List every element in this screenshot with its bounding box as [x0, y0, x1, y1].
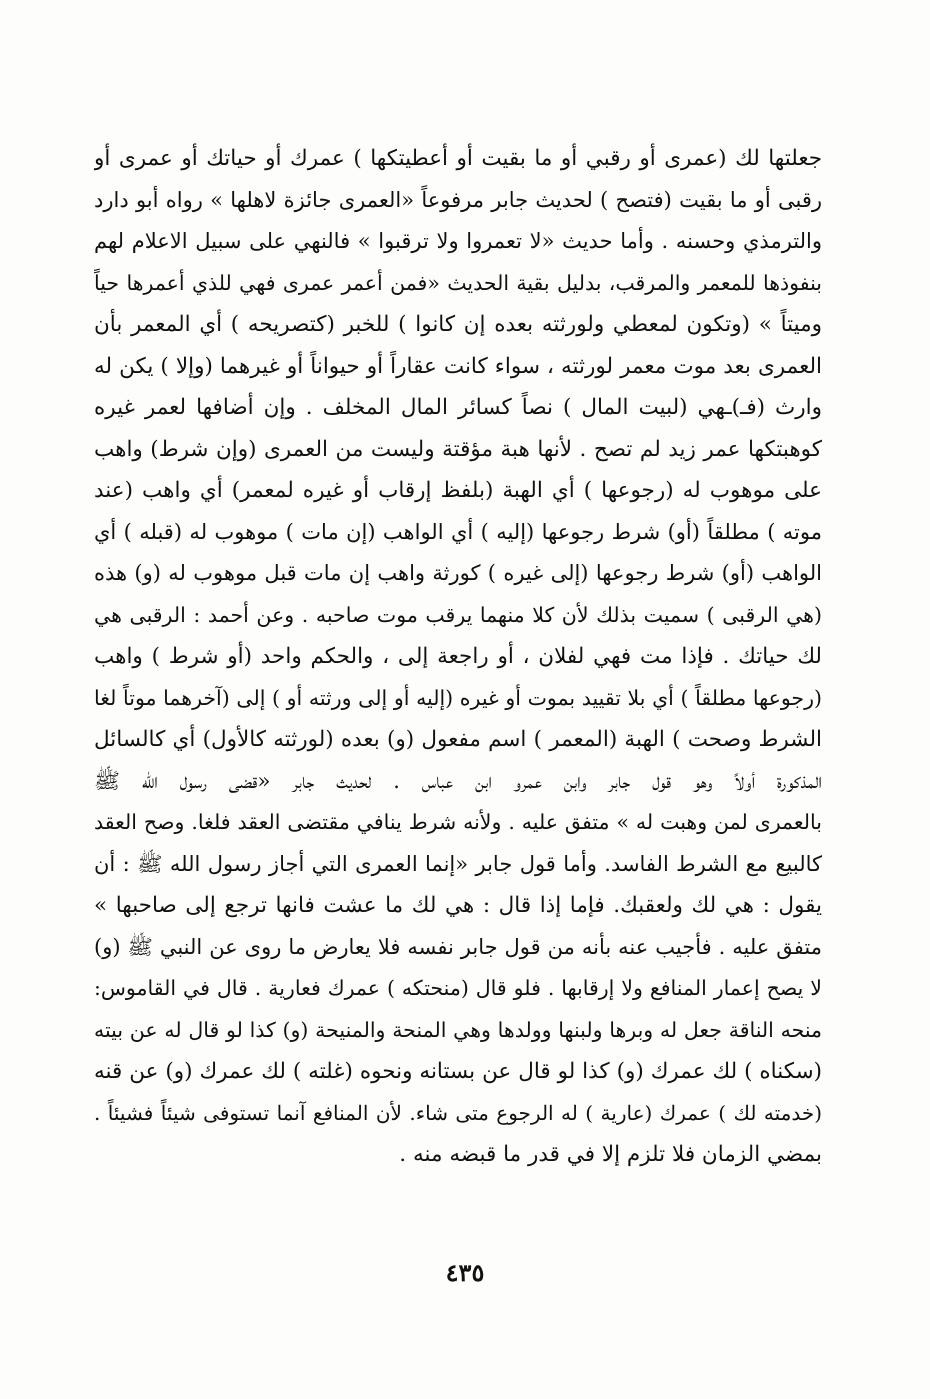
- text-line-9: على موهوب له (رجوعها ) أي الهبة (بلفظ إرقاب أو غيره لمعمر) أي واهب (عند: [94, 478, 822, 503]
- text-line-25: بمضي الزمان فلا تلزم إلا في قدر ما قبضه منه .: [399, 1142, 822, 1167]
- text-line-12: (هي الرقبى ) سميت بذلك لأن كلا منهما يرقب موت صاحبه . وعن أحمد : الرقبى هي: [94, 602, 822, 627]
- text-line-10: موته ) مطلقاً (أو) شرط رجوعها (إليه ) أي الواهب (إن مات ) موهوب له (قبله ) أي: [94, 519, 822, 544]
- page-number: ٤٣٥: [445, 1258, 485, 1287]
- text-line-7: وارث (فـ)ـهي (لبيت المال ) نصاً كسائر المال المخلف . وإن أضافها لعمر غيره: [94, 395, 822, 420]
- text-line-15: الشرط وصحت ) الهبة (المعمر ) اسم مفعول (و) بعده (لورثته كالأول) أي كالسائل: [94, 727, 822, 752]
- text-line-3: والترمذي وحسنه . وأما حديث «لا تعمروا ولا ترقبوا » فالنهي على سبيل الاعلام لهم: [94, 229, 822, 253]
- text-line-19: يقول : هي لك ولعقبك. فإما إذا قال : هي لك ما عشت فانها ترجع إلى صاحبها »: [94, 893, 822, 918]
- text-line-22: منحه الناقة جعل له وبرها ولبنها وولدها وهي المنحة والمنيحة (و) كذا لو قال له عن بيته: [94, 1017, 822, 1042]
- text-line-5: وميتاً » (وتكون لمعطي ولورثته بعده إن كانوا ) للخبر (كتصريحه ) أي المعمر بأن: [94, 312, 822, 337]
- text-line-6: العمرى بعد موت معمر لورثته ، سواء كانت عقاراً أو حيواناً أو غيرهما (وإلا ) يكن له: [94, 353, 822, 379]
- text-line-8: كوهبتكها عمر زيد لم تصح . لأنها هبة مؤقتة وليست من العمرى (وإن شرط) واهب: [94, 436, 822, 462]
- text-line-13: لك حياتك . فإذا مت فهي لفلان ، أو راجعة إلى ، والحكم واحد (أو شرط ) واهب: [94, 644, 822, 669]
- text-line-21: لا يصح إعمار المنافع ولا إرقابها . فلو قال (منحتكه ) عمرك فعارية . قال في القاموس:: [94, 976, 822, 1000]
- body-text: [94, 138, 822, 1176]
- text-line-11: الواهب (أو) شرط رجوعها (إلى غيره ) كورثة واهب إن مات قبل موهوب له (و) هذه: [94, 561, 822, 585]
- text-line-24: (خدمته لك ) عمرك (عارية ) له الرجوع متى شاء. لأن المنافع آنما تستوفى شيئاً فشيئاً .: [94, 1100, 822, 1125]
- text-line-2: رقبى أو ما بقيت (فتصح ) لحديث جابر مرفوعاً «العمرى جائزة لاهلها » رواه أبو دارد: [94, 187, 822, 212]
- text-line-20: متفق عليه . فأجيب عنه بأنه من قول جابر نفسه فلا يعارض ما روى عن النبي ﷺ (و): [94, 934, 822, 959]
- text-line-1: جعلتها لك (عمرى أو رقبي أو ما بقيت أو أعطيتكها ) عمرك أو حياتك أو عمرى أو: [94, 146, 822, 171]
- text-line-14: (رجوعها مطلقاً ) أي بلا تقييد بموت أو غيره (إليه أو إلى ورثته أو ) إلى (آخرهما موتاً لغا: [94, 685, 822, 710]
- text-line-16: المذكورة أولاً وهو قول جابر وابن عمرو ابن عباس . لحديث جابر «قضى رسول الله ﷺ: [94, 768, 822, 794]
- text-line-23: (سكناه ) لك عمرك (و) كذا لو قال عن بستانه ونحوه (غلته ) لك عمرك (و) عن قنه: [94, 1059, 822, 1084]
- text-line-4: بنفوذها للمعمر والمرقب، بدليل بقية الحديث «فمن أعمر عمرى فهي للذي أعمرها حياً: [94, 270, 822, 295]
- text-line-18: كالبيع مع الشرط الفاسد. وأما قول جابر «إنما العمرى التي أجاز رسول الله ﷺ : أن: [94, 851, 822, 876]
- text-line-17: بالعمرى لمن وهبت له » متفق عليه . ولأنه شرط ينافي مقتضى العقد فلغا. وصح العقد: [94, 810, 822, 834]
